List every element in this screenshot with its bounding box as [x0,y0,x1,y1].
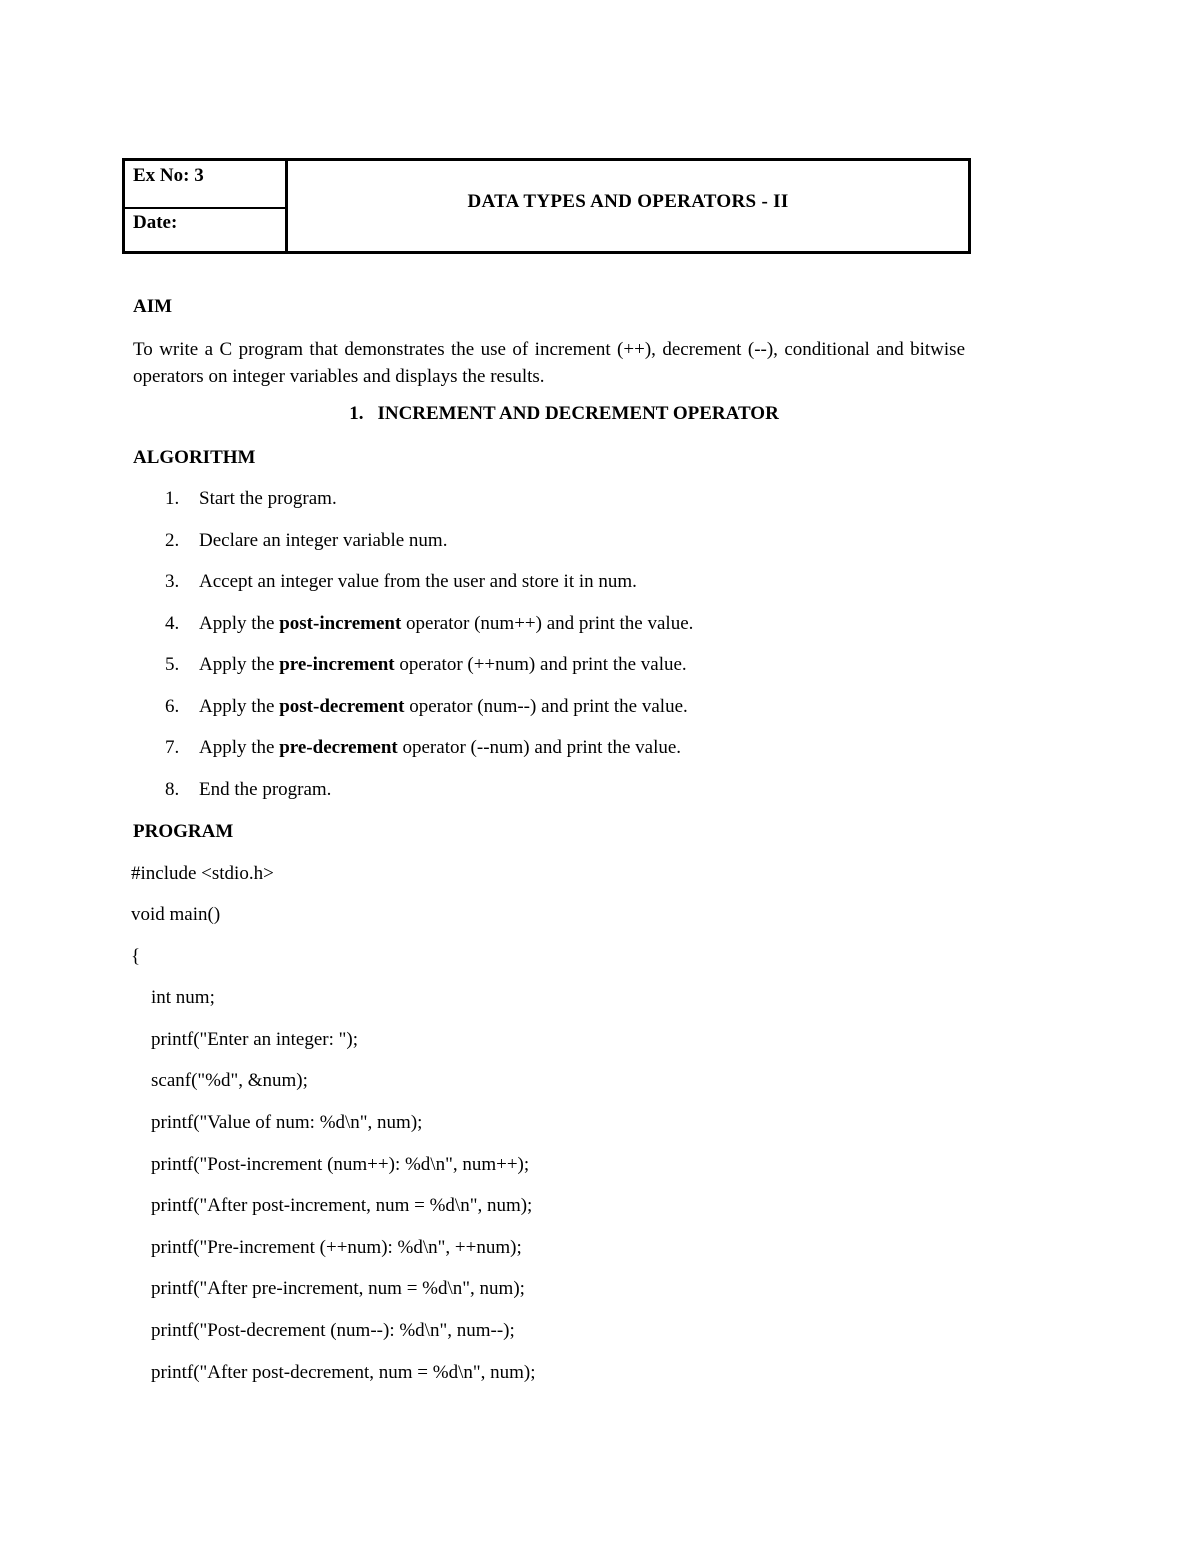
step-index: 8. [165,779,180,800]
document-title: DATA TYPES AND OPERATORS - II [467,191,789,212]
section-number: 1. [349,403,364,424]
step-index: 1. [165,488,180,509]
code-line: printf("Post-increment (num++): %d\n", num++); [151,1154,530,1175]
code-line: printf("After pre-increment, num = %d\n", num); [151,1278,525,1299]
header-left-column [125,161,288,251]
step-operator: post-increment [279,613,402,634]
code-line: printf("Value of num: %d\n", num); [151,1112,423,1133]
code-line: { [131,946,141,967]
code-line: #include <stdio.h> [131,863,274,884]
algorithm-step [165,613,693,635]
step-text: Apply the [199,737,280,758]
code-line: printf("Pre-increment (++num): %d\n", ++num); [151,1237,522,1258]
step-text: Accept an integer value from the user and store it in num. [199,571,637,592]
header-table [122,158,971,254]
step-text-tail: operator (num--) and print the value. [404,696,688,717]
step-index: 2. [165,530,180,551]
code-line: printf("Enter an integer: "); [151,1029,359,1050]
aim-text: To write a C program that demonstrates the use of increment (++), decrement (--), conditional and bitwise operators on integer variables and displays the results. [133,339,965,387]
date-label: Date: [133,212,178,233]
step-text-tail: operator (++num) and print the value. [394,654,687,675]
code-line: scanf("%d", &num); [151,1070,308,1091]
step-index: 3. [165,571,180,592]
step-text: Apply the [199,696,280,717]
step-operator: pre-decrement [279,737,398,758]
algorithm-step [165,530,447,552]
step-index: 5. [165,654,180,675]
step-text: Start the program. [199,488,337,509]
algorithm-step [165,488,337,510]
step-operator: post-decrement [279,696,405,717]
code-line: printf("Post-decrement (num--): %d\n", num--); [151,1320,515,1341]
code-line: printf("After post-decrement, num = %d\n", num); [151,1362,536,1383]
algorithm-step [165,654,687,676]
step-index: 7. [165,737,180,758]
algorithm-step [165,696,688,718]
aim-heading: AIM [133,296,173,317]
step-text: Apply the [199,654,280,675]
algorithm-step [165,779,331,801]
algorithm-step [165,571,637,593]
section-title: INCREMENT AND DECREMENT OPERATOR [377,403,779,424]
exercise-number: Ex No: 3 [133,165,204,186]
algorithm-step [165,737,681,759]
step-text-tail: operator (--num) and print the value. [397,737,682,758]
step-index: 4. [165,613,180,634]
program-heading: PROGRAM [133,821,234,842]
code-line: printf("After post-increment, num = %d\n", num); [151,1195,533,1216]
header-divider [125,207,285,209]
code-line: int num; [151,987,215,1008]
step-text: End the program. [199,779,332,800]
step-text-tail: operator (num++) and print the value. [401,613,694,634]
section-heading [0,403,1128,425]
algorithm-heading: ALGORITHM [133,447,256,468]
code-line: void main() [131,904,221,925]
step-index: 6. [165,696,180,717]
step-operator: pre-increment [279,654,395,675]
step-text: Apply the [199,613,280,634]
step-text: Declare an integer variable num. [199,530,448,551]
